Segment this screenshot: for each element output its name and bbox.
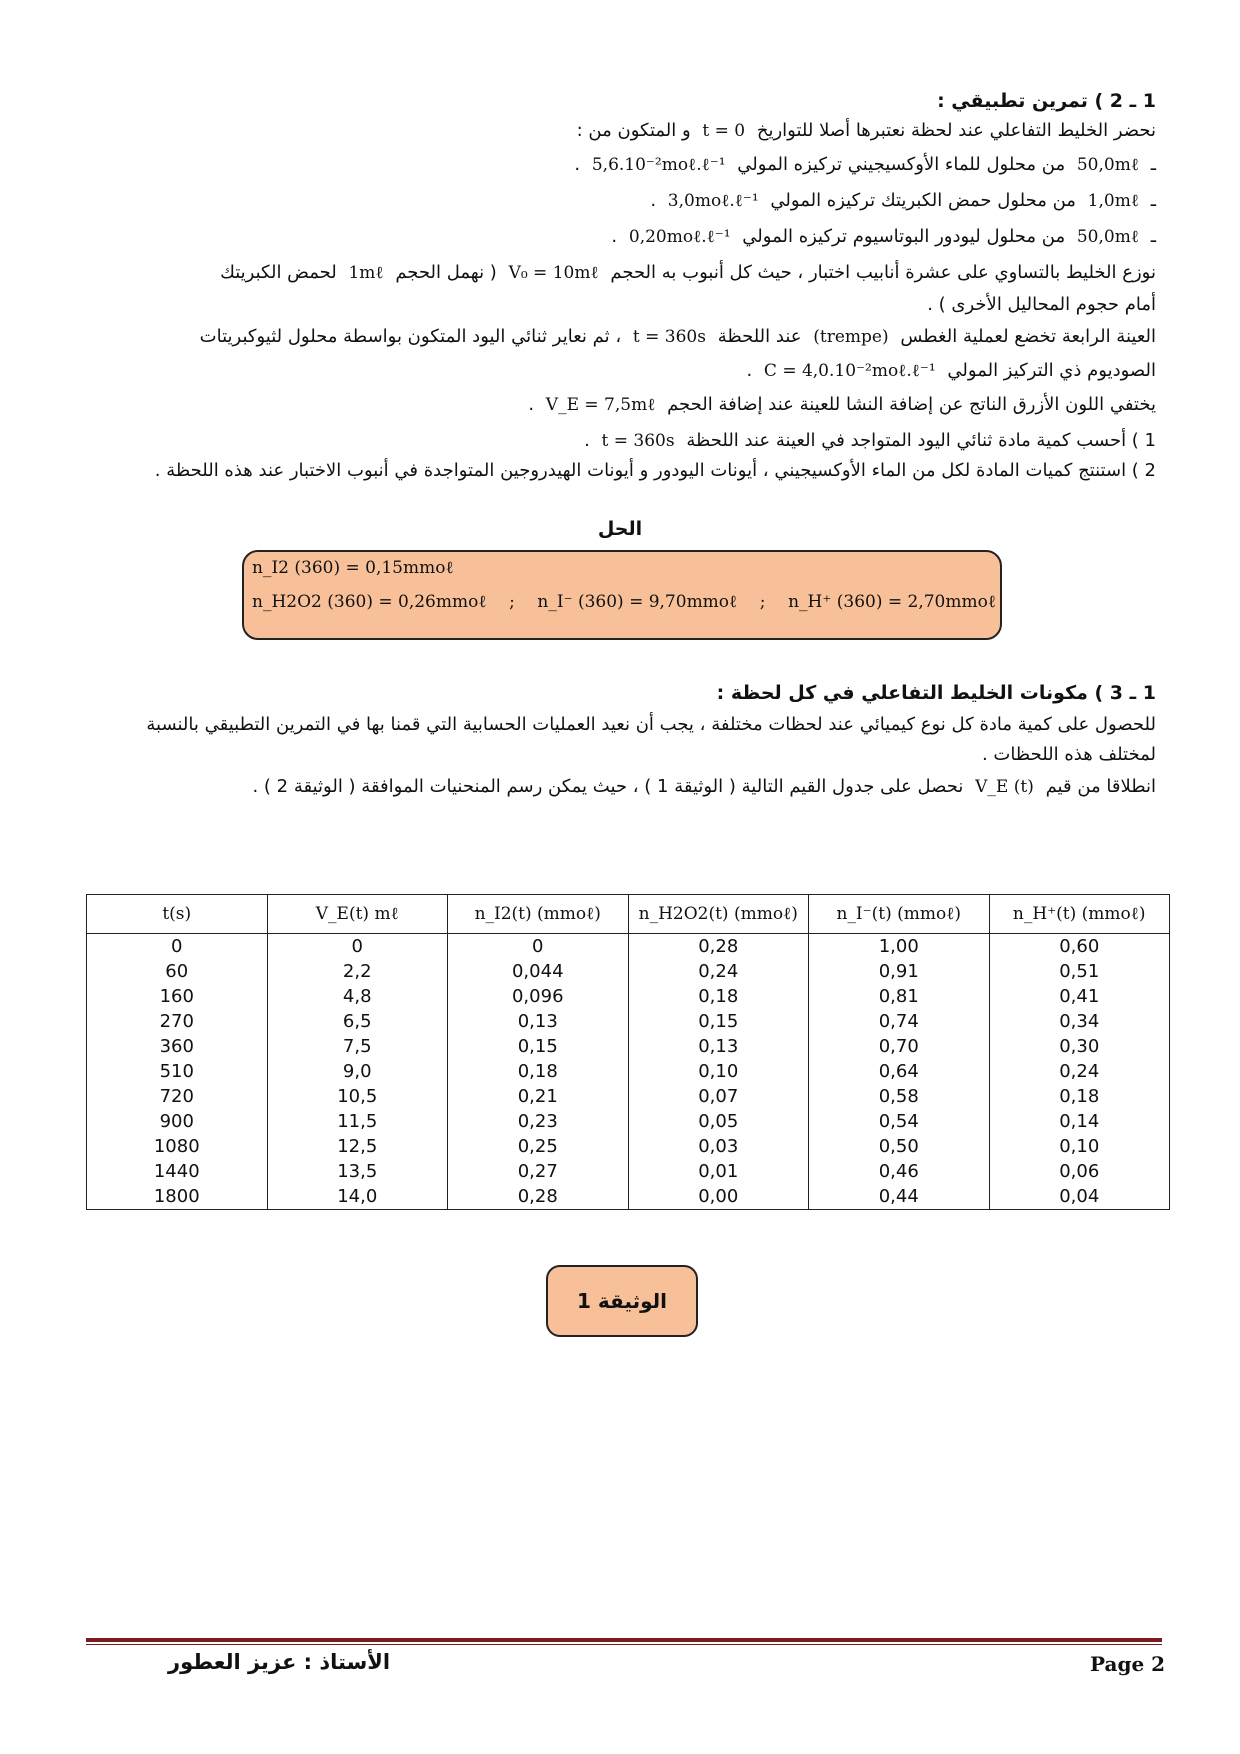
color-volume: V_E = 7,5mℓ <box>545 395 656 415</box>
para2-ve: V_E (t) <box>975 777 1034 797</box>
intro-math: t = 0 <box>702 121 746 141</box>
solution-separator: ; <box>509 592 515 612</box>
table-cell: 0,70 <box>809 1034 990 1059</box>
question-1-time: t = 360s <box>601 431 675 451</box>
color-end: . <box>528 394 535 415</box>
table-cell: 0,34 <box>989 1009 1170 1034</box>
sample-trempe: (trempe) <box>813 327 889 347</box>
section-3-paragraph-1: للحصول على كمية مادة كل نوع كيميائي عند لحظات مختلفة ، يجب أن نعيد العمليات الحسابية التي قمنا بها في التمرين التطبيقي بالنسبة لمختلف هذه اللحظات . <box>146 714 1156 765</box>
footer-page-number: Page 2 <box>1090 1652 1166 1676</box>
solution-title: الحل <box>597 518 643 540</box>
table-cell: 0,30 <box>989 1034 1170 1059</box>
table-cell: 0,07 <box>628 1084 809 1109</box>
section-3-paragraph-2 <box>104 772 1156 802</box>
table-row <box>87 1084 1170 1109</box>
table-cell: 0 <box>267 934 448 960</box>
sample-text-c: ، ثم نعاير ثنائي اليود المتكون بواسطة محلول لثيوكبريتات <box>199 326 622 347</box>
table-cell: 60 <box>87 959 268 984</box>
table-row <box>87 984 1170 1009</box>
table-cell: 9,0 <box>267 1059 448 1084</box>
table-cell: 14,0 <box>267 1184 448 1210</box>
table-body <box>87 934 1170 1210</box>
footer-rule-thin <box>86 1644 1162 1645</box>
item-volume: 50,0mℓ <box>1076 155 1139 175</box>
solution-line-2 <box>252 592 996 612</box>
table-row <box>87 934 1170 960</box>
item-dash: ـ <box>1150 190 1156 211</box>
table-cell: 0,10 <box>989 1134 1170 1159</box>
sodium-concentration: C = 4,0.10⁻²moℓ.ℓ⁻¹ <box>763 361 936 381</box>
table-cell: 0,24 <box>628 959 809 984</box>
item-end: . <box>574 154 581 175</box>
col-header-ve: V_E(t) mℓ <box>267 895 448 934</box>
intro-before: نحضر الخليط التفاعلي عند لحظة نعتبرها أصلا للتواريخ <box>756 120 1156 141</box>
question-1-end: . <box>584 430 590 451</box>
col-header-n-h2o2: n_H2O2(t) (mmoℓ) <box>628 895 809 934</box>
table-cell: 0,44 <box>809 1184 990 1210</box>
table-cell: 0,00 <box>628 1184 809 1210</box>
table-cell: 1800 <box>87 1184 268 1210</box>
sodium-end: . <box>746 360 753 381</box>
solution-n-iodide: n_I⁻ (360) = 9,70mmoℓ <box>537 592 738 612</box>
table-cell: 0,81 <box>809 984 990 1009</box>
table-cell: 360 <box>87 1034 268 1059</box>
table-header-row <box>87 895 1170 934</box>
sodium-line <box>104 356 1156 386</box>
sample-text-b: عند اللحظة <box>717 326 802 347</box>
item-text: من محلول للماء الأوكسيجيني تركيزه المولي <box>737 154 1066 175</box>
solution-n-h2o2: n_H2O2 (360) = 0,26mmoℓ <box>252 592 487 612</box>
col-header-n-i2: n_I2(t) (mmoℓ) <box>448 895 629 934</box>
item-h2o2 <box>104 150 1156 180</box>
table-cell: 10,5 <box>267 1084 448 1109</box>
table-cell: 0 <box>448 934 629 960</box>
table-row <box>87 959 1170 984</box>
sample-line <box>104 322 1156 352</box>
distribute-line <box>104 258 1156 288</box>
intro-line <box>104 116 1156 146</box>
data-table <box>86 894 1170 1210</box>
table-cell: 0,50 <box>809 1134 990 1159</box>
table-cell: 0,41 <box>989 984 1170 1009</box>
table-cell: 0,10 <box>628 1059 809 1084</box>
item-dash: ـ <box>1150 226 1156 247</box>
table-cell: 1,00 <box>809 934 990 960</box>
item-text: من محلول حمض الكبريتك تركيزه المولي <box>770 190 1076 211</box>
question-1 <box>104 426 1156 456</box>
table-cell: 0,13 <box>448 1009 629 1034</box>
table-cell: 0,74 <box>809 1009 990 1034</box>
table-cell: 0,04 <box>989 1184 1170 1210</box>
sample-text-a: العينة الرابعة تخضع لعملية الغطس <box>900 326 1156 347</box>
item-end: . <box>650 190 657 211</box>
table-cell: 0,18 <box>448 1059 629 1084</box>
table-cell: 12,5 <box>267 1134 448 1159</box>
exercise-title: 1 ـ 2 ) تمرين تطبيقي : <box>937 90 1156 112</box>
color-line <box>104 390 1156 420</box>
document-1-label: الوثيقة 1 <box>546 1265 698 1337</box>
para2-text-b: نحصل على جدول القيم التالية ( الوثيقة 1 ) ، حيث يمكن رسم المنحنيات الموافقة ( الوثيقة 2 ) . <box>252 776 964 797</box>
table-cell: 270 <box>87 1009 268 1034</box>
item-dash: ـ <box>1150 154 1156 175</box>
solution-separator: ; <box>759 592 766 612</box>
table-cell: 510 <box>87 1059 268 1084</box>
table-row <box>87 1159 1170 1184</box>
table-row <box>87 1184 1170 1210</box>
distribute-v0: V₀ = 10mℓ <box>508 263 599 283</box>
solution-box <box>242 550 1002 640</box>
distribute-text-b: ( نهمل الحجم <box>395 262 497 283</box>
table-cell: 11,5 <box>267 1109 448 1134</box>
item-concentration: 0,20moℓ.ℓ⁻¹ <box>628 227 731 247</box>
color-text: يختفي اللون الأزرق الناتج عن إضافة النشا للعينة عند إضافة الحجم <box>667 394 1156 415</box>
table-row <box>87 1034 1170 1059</box>
table-cell: 0,06 <box>989 1159 1170 1184</box>
table-cell: 0,03 <box>628 1134 809 1159</box>
item-volume: 1,0mℓ <box>1087 191 1139 211</box>
table-cell: 0,13 <box>628 1034 809 1059</box>
table-cell: 0,28 <box>448 1184 629 1210</box>
footer-rule <box>86 1638 1162 1642</box>
table-cell: 0,18 <box>628 984 809 1009</box>
distribute-text-c: لحمض الكبريتك <box>220 262 337 283</box>
table-cell: 0,14 <box>989 1109 1170 1134</box>
item-potassium-iodide <box>104 222 1156 252</box>
table-cell: 4,8 <box>267 984 448 1009</box>
table-cell: 160 <box>87 984 268 1009</box>
table-cell: 0 <box>87 934 268 960</box>
table-cell: 7,5 <box>267 1034 448 1059</box>
table-cell: 0,01 <box>628 1159 809 1184</box>
col-header-n-iodide: n_I⁻(t) (mmoℓ) <box>809 895 990 934</box>
table-cell: 0,91 <box>809 959 990 984</box>
table-cell: 6,5 <box>267 1009 448 1034</box>
table-cell: 0,044 <box>448 959 629 984</box>
item-text: من محلول ليودور البوتاسيوم تركيزه المولي <box>742 226 1066 247</box>
question-2: 2 ) استنتج كميات المادة لكل من الماء الأوكسيجيني ، أيونات اليودور و أيونات الهيدروجين المتواجدة في أنبوب الاختبار عند هذه اللحظة . <box>154 460 1156 481</box>
table-cell: 0,51 <box>989 959 1170 984</box>
table-cell: 0,54 <box>809 1109 990 1134</box>
table-cell: 0,25 <box>448 1134 629 1159</box>
sodium-text: الصوديوم ذي التركيز المولي <box>947 360 1156 381</box>
distribute-line-2: أمام حجوم المحاليل الأخرى ) . <box>927 294 1156 315</box>
solution-n-hplus: n_H⁺ (360) = 2,70mmoℓ <box>788 592 996 612</box>
table-cell: 0,05 <box>628 1109 809 1134</box>
table-cell: 0,18 <box>989 1084 1170 1109</box>
table-cell: 720 <box>87 1084 268 1109</box>
table-row <box>87 1009 1170 1034</box>
table-cell: 1440 <box>87 1159 268 1184</box>
table-cell: 0,58 <box>809 1084 990 1109</box>
table-cell: 0,24 <box>989 1059 1170 1084</box>
table-cell: 0,60 <box>989 934 1170 960</box>
table-row <box>87 1109 1170 1134</box>
table-row <box>87 1059 1170 1084</box>
solution-n-i2: n_I2 (360) = 0,15mmoℓ <box>252 558 454 578</box>
item-end: . <box>611 226 618 247</box>
table-cell: 13,5 <box>267 1159 448 1184</box>
table-cell: 1080 <box>87 1134 268 1159</box>
table-cell: 0,64 <box>809 1059 990 1084</box>
item-concentration: 3,0moℓ.ℓ⁻¹ <box>667 191 759 211</box>
table-cell: 2,2 <box>267 959 448 984</box>
table-cell: 0,15 <box>628 1009 809 1034</box>
table-cell: 0,28 <box>628 934 809 960</box>
table-cell: 0,27 <box>448 1159 629 1184</box>
table-cell: 0,21 <box>448 1084 629 1109</box>
footer-author: الأستاذ : عزيز العطور <box>168 1650 391 1674</box>
question-1-text: 1 ) أحسب كمية مادة ثنائي اليود المتواجد في العينة عند اللحظة <box>686 430 1156 451</box>
col-header-time: t(s) <box>87 895 268 934</box>
distribute-text-a: نوزع الخليط بالتساوي على عشرة أنابيب اختبار ، حيث كل أنبوب به الحجم <box>610 262 1156 283</box>
table-cell: 0,23 <box>448 1109 629 1134</box>
item-concentration: 5,6.10⁻²moℓ.ℓ⁻¹ <box>591 155 726 175</box>
para2-text-a: انطلاقا من قيم <box>1045 776 1156 797</box>
intro-after: و المتكون من : <box>576 120 691 141</box>
col-header-n-hplus: n_H⁺(t) (mmoℓ) <box>989 895 1170 934</box>
table-cell: 0,15 <box>448 1034 629 1059</box>
table-cell: 0,46 <box>809 1159 990 1184</box>
table-cell: 0,096 <box>448 984 629 1009</box>
table-cell: 900 <box>87 1109 268 1134</box>
distribute-1ml: 1mℓ <box>348 263 384 283</box>
section-3-title: 1 ـ 3 ) مكونات الخليط التفاعلي في كل لحظة : <box>716 682 1156 704</box>
item-volume: 50,0mℓ <box>1076 227 1139 247</box>
item-sulfuric-acid <box>104 186 1156 216</box>
table-row <box>87 1134 1170 1159</box>
sample-time: t = 360s <box>632 327 706 347</box>
